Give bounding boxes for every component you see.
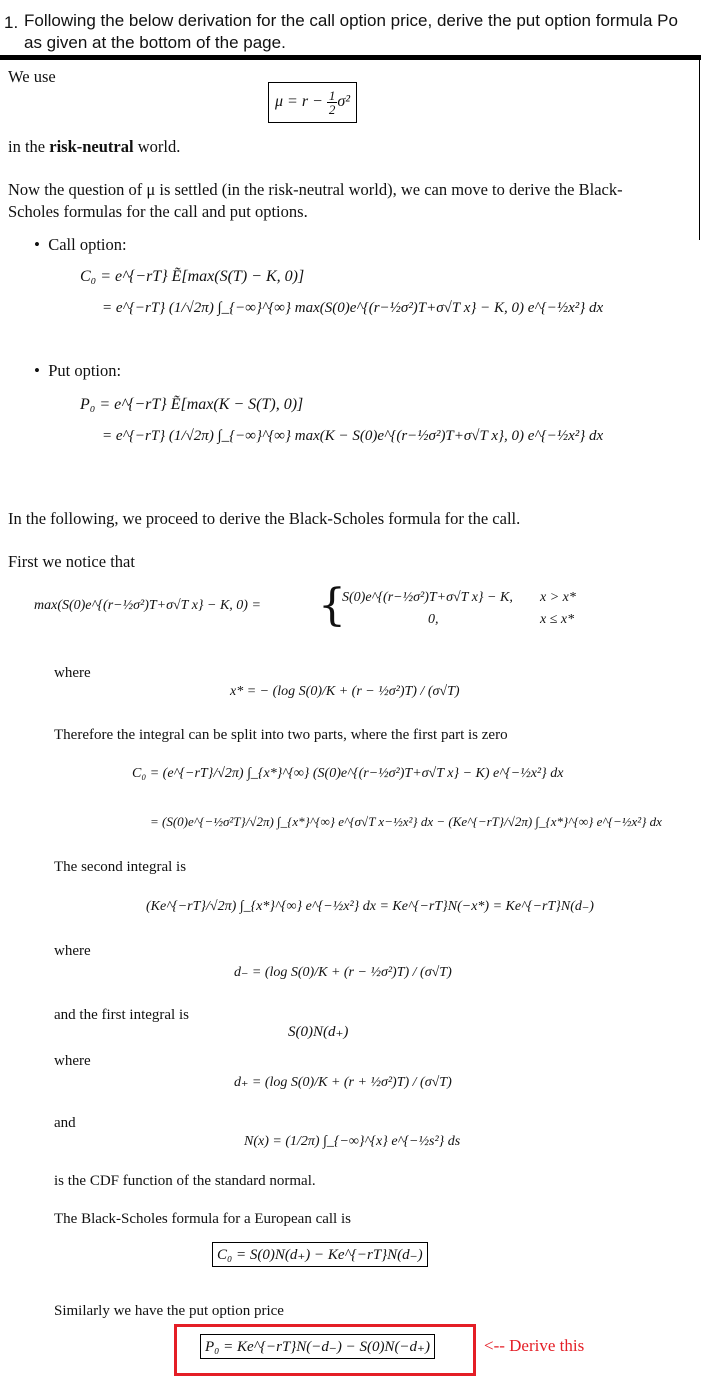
piecewise-case-2-cond: x ≤ x* (540, 612, 575, 627)
call-line-2: = e^{−rT} (1/√2π) ∫_{−∞}^{∞} max(S(0)e^{(r−½σ²)T+σ√T x} − K, 0) e^{−½x²} dx (102, 300, 604, 316)
call-line-1: C₀ = e^{−rT} Ẽ[max(S(T) − K, 0)] (80, 268, 305, 285)
right-border (699, 60, 700, 240)
d-minus-formula: d₋ = (log S(0)/K + (r − ½σ²)T) / (σ√T) (234, 965, 452, 980)
where-1: where (54, 665, 91, 681)
first-integral-eq: S(0)N(d₊) (288, 1024, 349, 1040)
we-use-text: We use (8, 67, 56, 86)
put-line-2: = e^{−rT} (1/√2π) ∫_{−∞}^{∞} max(K − S(0)e^{(r−½σ²)T+σ√T x}, 0) e^{−½x²} dx (102, 428, 604, 444)
therefore-text: Therefore the integral can be split into two parts, where the first part is zero (54, 727, 508, 743)
d-plus-formula: d₊ = (log S(0)/K + (r + ½σ²)T) / (σ√T) (234, 1075, 452, 1090)
first-integral-text: and the first integral is (54, 1007, 189, 1023)
bs-call-formula: C₀ = S(0)N(d₊) − Ke^{−rT}N(d₋) (212, 1242, 428, 1267)
mu-formula: μ = r − $\frac{1}{2}$ σ² (268, 82, 357, 123)
second-integral-text: The second integral is (54, 859, 187, 875)
risk-neutral-line: in the risk-neutral world. (8, 137, 181, 156)
put-label: • Put option: (34, 361, 122, 380)
where-3: where (54, 1053, 91, 1069)
n-definition: N(x) = (1/2π) ∫_{−∞}^{x} e^{−½s²} ds (244, 1134, 461, 1149)
c0-line-2: = (S(0)e^{−½σ²T}/√2π) ∫_{x*}^{∞} e^{σ√T x−½x²} dx − (Ke^{−rT}/√2π) ∫_{x*}^{∞} e^{−½x²} dx (150, 814, 662, 829)
proceed-text: In the following, we proceed to derive the Black-Scholes formula for the call. (8, 509, 521, 528)
second-integral-eq: (Ke^{−rT}/√2π) ∫_{x*}^{∞} e^{−½x²} dx = Ke^{−rT}N(−x*) = Ke^{−rT}N(d₋) (146, 899, 594, 914)
similarly-text: Similarly we have the put option price (54, 1303, 284, 1319)
call-label: • Call option: (34, 235, 127, 254)
cdf-text: is the CDF function of the standard normal. (54, 1173, 316, 1189)
put-line-1: P₀ = e^{−rT} Ẽ[max(K − S(T), 0)] (80, 396, 304, 413)
c0-line-1: C₀ = (e^{−rT}/√2π) ∫_{x*}^{∞} (S(0)e^{(r−½σ²)T+σ√T x} − K) e^{−½x²} dx (132, 766, 564, 781)
derive-this-annotation: <-- Derive this (484, 1336, 585, 1355)
piecewise-case-1: S(0)e^{(r−½σ²)T+σ√T x} − K, (342, 590, 513, 605)
question-number: 1. (4, 13, 19, 32)
settled-text: Now the question of μ is settled (in the risk-neutral world), we can move to derive the Black-Scholes formulas for the call and put options. (8, 180, 623, 221)
piecewise-lhs: max(S(0)e^{(r−½σ²)T+σ√T x} − K, 0) = (34, 598, 261, 613)
bs-put-formula: P₀ = Ke^{−rT}N(−d₋) − S(0)N(−d₊) (200, 1334, 435, 1359)
bs-call-text: The Black-Scholes formula for a European call is (54, 1211, 351, 1227)
piecewise-case-1-cond: x > x* (540, 590, 576, 605)
header-divider (0, 55, 701, 60)
and-text: and (54, 1115, 76, 1131)
question-text: Following the below derivation for the call option price, derive the put option formula Po as given at the bottom of the page. (24, 11, 678, 52)
piecewise-brace: { (318, 580, 346, 631)
piecewise-case-2: 0, (428, 612, 439, 627)
xstar-formula: x* = − (log S(0)/K + (r − ½σ²)T) / (σ√T) (230, 684, 460, 699)
first-notice-text: First we notice that (8, 552, 135, 571)
where-2: where (54, 943, 91, 959)
